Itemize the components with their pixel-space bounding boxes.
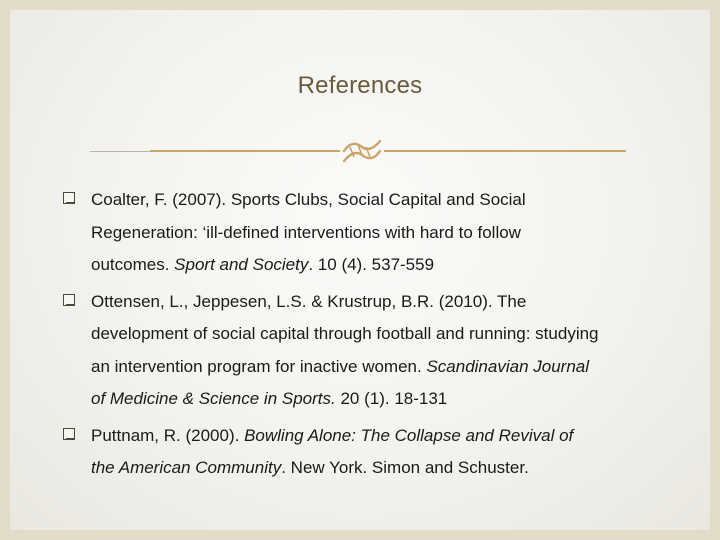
scroll-flourish-icon [340,136,384,166]
reference-item [63,184,673,282]
reference-item [63,286,673,416]
reference-text: development of social capital through football and running: studying [91,324,599,343]
hollow-square-bullet-icon [63,192,75,204]
reference-text: Coalter, F. (2007). Sports Clubs, Social Capital and Social [91,190,526,209]
title-divider-left-gray [90,151,150,152]
reference-line [91,420,673,453]
reference-item [63,420,673,485]
hollow-square-bullet-icon [63,428,75,440]
reference-text: outcomes. [91,255,175,274]
reference-text: 20 (1). 18-131 [335,389,448,408]
reference-text: . New York. Simon and Schuster. [281,458,529,477]
reference-italic-text: Sport and Society [174,255,309,274]
hollow-square-bullet-icon [63,294,75,306]
title-divider-right [384,150,626,152]
title-divider-left [150,150,340,152]
reference-line [91,383,673,416]
reference-italic-text: Bowling Alone: The Collapse and Revival of [244,425,574,445]
reference-italic-text: of Medicine & Science in Sports. [91,389,336,408]
reference-italic-text: Scandinavian Journal [426,356,590,376]
reference-text: . 10 (4). 537-559 [308,255,435,274]
reference-text: an intervention program for inactive women. [91,356,427,376]
reference-italic-text: the American Community [91,458,282,477]
reference-text: Ottensen, L., Jeppesen, L.S. & Krustrup, B.R. (2010). The [91,291,527,311]
reference-line [91,217,673,250]
slide-title: References [297,72,423,99]
reference-text: Puttnam, R. (2000). [91,425,245,445]
reference-line [91,318,673,351]
reference-line [91,351,673,384]
reference-line [91,452,673,485]
reference-list [63,184,673,489]
reference-text: Regeneration: ‘ill-defined interventions with hard to follow [91,222,521,242]
reference-line [91,249,673,282]
reference-line [91,184,673,217]
reference-line [91,286,673,319]
